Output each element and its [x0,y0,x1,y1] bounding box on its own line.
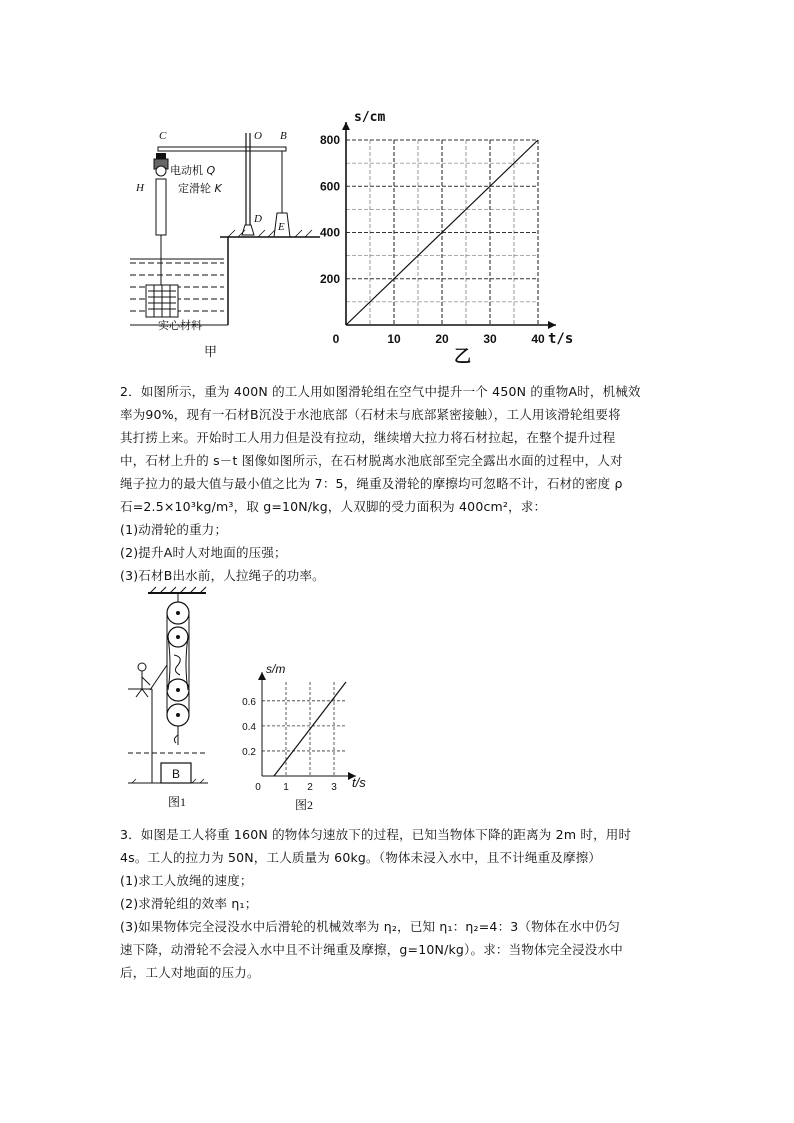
q3-part-3-line-1: (3)如果物体完全浸没水中后滑轮的机械效率为 η₂，已知 η₁：η₂=4：3（物体在水中仍匀 [120,919,621,934]
figure-caption-tu1: 图1 [168,795,187,809]
label-E: E [278,221,285,233]
x-tick-label-1: 1 [283,782,289,793]
q3-part-2: (2)求滑轮组的效率 η₁； [120,896,258,911]
question-3 [120,823,680,984]
label-C: C [159,130,167,142]
label-pulley: 定滑轮 K [178,182,222,195]
x-tick-label-3: 3 [331,782,337,793]
q3-part-3-line-3: 后，工人对地面的压力。 [120,965,260,980]
label-H: H [136,182,144,194]
chart2-x-axis-label: t/s [352,775,366,790]
label-O: O [254,130,262,142]
y-tick-label-3: 800 [319,133,340,147]
chart2-caption: 图2 [295,798,314,812]
q3-part-3-line-2: 速下降，动滑轮不会浸入水中且不计绳重及摩擦，g=10N/kg）。求：当物体完全浸没水中 [120,942,623,957]
x-tick-label-0: 0 [332,332,340,346]
q2-line-5: 绳子拉力的最大值与最小值之比为 7：5，绳重及滑轮的摩擦均可忽略不计，石材的密度 ρ [120,476,623,491]
label-motor: 电动机 Q [170,164,216,177]
q2-part-2: (2)提升A时人对地面的压强； [120,545,287,560]
chart-st-cm [312,110,592,370]
figure-apparatus [120,125,320,360]
figure-pulley-system [128,585,228,815]
question-2 [120,380,680,587]
chart1-caption: 乙 [454,347,471,367]
x-tick-label-2: 20 [435,332,449,346]
y-tick-label-2: 600 [319,179,340,194]
apparatus-drawing [120,125,320,360]
q2-part-1: (1)动滑轮的重力； [120,522,228,537]
y-axis-arrow [342,122,350,130]
series-line-0 [274,682,346,776]
x-tick-label-4: 40 [531,332,545,346]
q3-part-1: (1)求工人放绳的速度； [120,873,253,888]
q2-line-2: 率为90%，现有一石材B沉没于水池底部（石材未与底部紧密接触），工人用该滑轮组要将 [120,407,621,422]
figure-caption-jia: 甲 [204,345,218,360]
block-B-label: B [172,767,181,781]
y-tick-label-0: 200 [319,271,340,286]
q2-part-3: (3)石材B出水前，人拉绳子的功率。 [120,568,325,583]
q3-line-1: 3．如图是工人将重 160N 的物体匀速放下的过程，已知当物体下降的距离为 2m 时，用时 [120,827,632,842]
q2-line-4: 中，石材上升的 s－t 图像如图所示，在石材脱离水池底部至完全露出水面的过程中，人对 [120,453,623,468]
chart1-y-axis-label: s/cm [354,110,386,125]
label-material: 实心材料 [158,319,202,332]
chart1-x-axis-label: t/s [548,331,574,347]
x-tick-label-0: 0 [255,782,261,793]
q3-line-2: 4s。工人的拉力为 50N，工人质量为 60kg。（物体未浸入水中，且不计绳重及摩擦） [120,850,602,865]
y-axis-arrow [258,672,266,680]
chart-st-m [232,662,382,822]
pulley-drawing [128,585,228,785]
chart2-y-axis-label: s/m [266,662,286,676]
label-B: B [280,130,287,142]
x-axis-arrow [548,321,556,329]
y-tick-label-1: 400 [319,225,340,240]
y-tick-label-0: 0.2 [242,746,256,758]
x-tick-label-1: 10 [387,332,401,346]
x-tick-label-2: 2 [307,782,313,793]
y-tick-label-2: 0.6 [242,696,256,708]
q2-line-1: 2．如图所示，重为 400N 的工人用如图滑轮组在空气中提升一个 450N 的重物A时，机械效 [120,384,641,399]
x-tick-label-3: 30 [483,332,497,346]
label-D: D [254,213,262,225]
q2-line-6: 石=2.5×10³kg/m³，取 g=10N/kg，人双脚的受力面积为 400cm²，求： [120,499,547,514]
q2-line-3: 其打捞上来。开始时工人用力但是没有拉动，继续增大拉力将石材拉起，在整个提升过程 [120,430,616,445]
y-tick-label-1: 0.4 [242,721,256,733]
